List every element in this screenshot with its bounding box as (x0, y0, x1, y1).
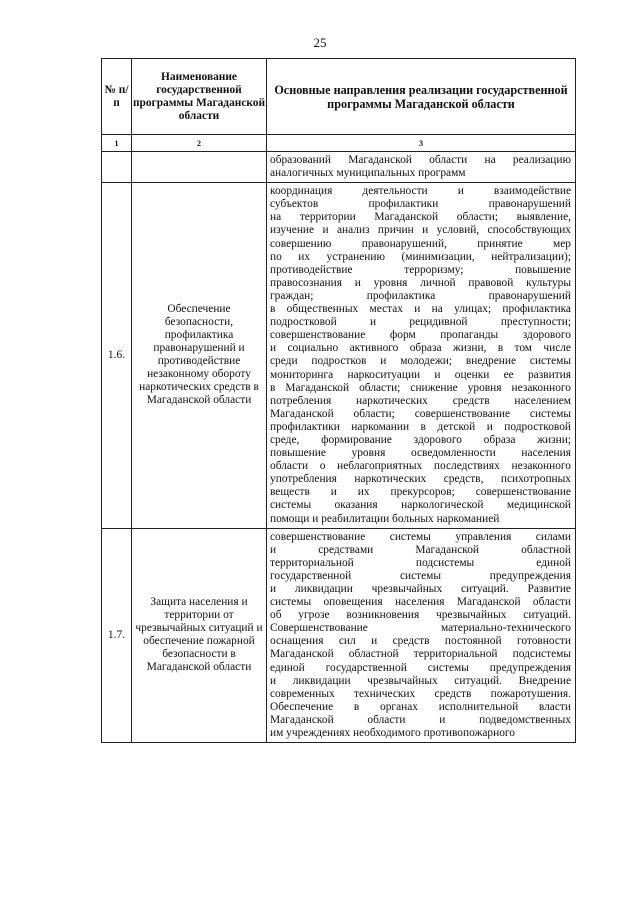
programs-table (101, 58, 576, 743)
direction-line: веществ и их прекурсоров; совершенствование (270, 486, 571, 499)
row-number: 1.7. (102, 528, 132, 743)
column-index-2: 2 (132, 135, 267, 152)
direction-line: профилактики наркомании в детской и подростковой (270, 420, 571, 433)
header-row (102, 59, 576, 135)
direction-line: потребления наркотических средств населением (270, 394, 571, 407)
direction-line: субъектов профилактики правонарушений (270, 198, 571, 211)
direction-line: в общественных местах и на улицах; профилактика (270, 303, 571, 316)
direction-line: изучение и анализ причин и условий, способствующих (270, 224, 571, 237)
direction-line: среди подростков и молодежи; внедрение системы (270, 355, 571, 368)
direction-line: правосознания и уровня личной правовой культуры (270, 276, 571, 289)
column-index-row (102, 135, 576, 152)
program-directions (267, 183, 576, 528)
program-directions (267, 528, 576, 743)
program-name: Защита населения и территории от чрезвычайных ситуаций и обеспечение пожарной безопасности в Магаданской области (132, 528, 267, 743)
direction-line: об угрозе возникновения чрезвычайных ситуаций. (270, 609, 571, 622)
header-directions: Основные направления реализации государственной программы Магаданской области (267, 59, 576, 135)
direction-line: им учреждениях необходимого противопожарного (270, 727, 515, 740)
direction-line: повышение уровня осведомленности населения (270, 447, 571, 460)
direction-line: аналогичных муниципальных программ (270, 167, 466, 180)
direction-line: и ликвидации чрезвычайных ситуаций. Развитие (270, 583, 571, 595)
direction-line: государственной системы предупреждения (270, 569, 571, 582)
direction-line: области о неблагоприятных последствиях незаконного (270, 460, 571, 473)
header-num: № п/п (102, 59, 132, 135)
direction-line: Совершенствование материально-технического (270, 622, 571, 635)
direction-line: оснащения сил и средств постоянной готовности (270, 635, 571, 648)
direction-line: граждан; профилактика правонарушений (270, 289, 571, 302)
column-index-1: 1 (102, 135, 132, 152)
direction-line: Магаданской областной территориальной подсистемы (270, 648, 571, 661)
direction-line: и ликвидации чрезвычайных ситуаций. Внедрение (270, 674, 571, 687)
direction-line: среде, формирование здорового образа жизни; (270, 433, 571, 446)
table-row (102, 152, 576, 183)
direction-line: Магаданской области и подведомственных (270, 713, 571, 726)
table-row (102, 183, 576, 528)
row-number: 1.6. (102, 183, 132, 528)
direction-line: координация деятельности и взаимодействие (270, 185, 571, 198)
direction-line: в Магаданской области; снижение уровня незаконного (270, 381, 571, 394)
direction-line: образований Магаданской области на реализацию (270, 154, 571, 166)
program-name (132, 152, 267, 183)
direction-line: Магаданской области; совершенствование системы (270, 407, 571, 420)
column-index-3: 3 (267, 135, 576, 152)
direction-line: подростковой и рецидивной преступности; (270, 316, 571, 329)
direction-line: системы оповещения населения Магаданской области (270, 596, 571, 609)
direction-line: территориальной подсистемы единой (270, 556, 571, 569)
direction-line: совершению правонарушений, принятие мер (270, 237, 571, 250)
direction-line: современных технических средств пожаротушения. (270, 687, 571, 700)
direction-line: помощи и реабилитации больных наркоманией (270, 512, 500, 525)
direction-line: совершенствование форм пропаганды здорового (270, 329, 571, 342)
direction-line: Обеспечение в органах исполнительной власти (270, 700, 571, 713)
row-number (102, 152, 132, 183)
direction-line: мониторинга наркоситуации и оценки ее развития (270, 368, 571, 381)
program-name: Обеспечение безопасности, профилактика правонарушений и противодействие незаконному обороту наркотических средств в Магаданской области (132, 183, 267, 528)
direction-line: по их устранению (минимизации, нейтрализации); (270, 250, 571, 263)
page-number: 25 (313, 35, 327, 50)
direction-line: противодействие терроризму; повышение (270, 263, 571, 276)
header-program-name: Наименование государственной программы Магаданской области (132, 59, 267, 135)
direction-line: на территории Магаданской области; выявление, (270, 211, 571, 224)
table-row (102, 528, 576, 743)
direction-line: совершенствование системы управления силами (270, 530, 571, 543)
program-directions (267, 152, 576, 183)
direction-line: единой государственной системы предупреждения (270, 661, 571, 674)
direction-line: системы оказания наркологической медицинской (270, 499, 571, 512)
direction-line: и социально активного образа жизни, в том числе (270, 342, 571, 355)
direction-line: употребления наркотических средств, психотропных (270, 473, 571, 486)
direction-line: и средствами Магаданской областной (270, 543, 571, 556)
